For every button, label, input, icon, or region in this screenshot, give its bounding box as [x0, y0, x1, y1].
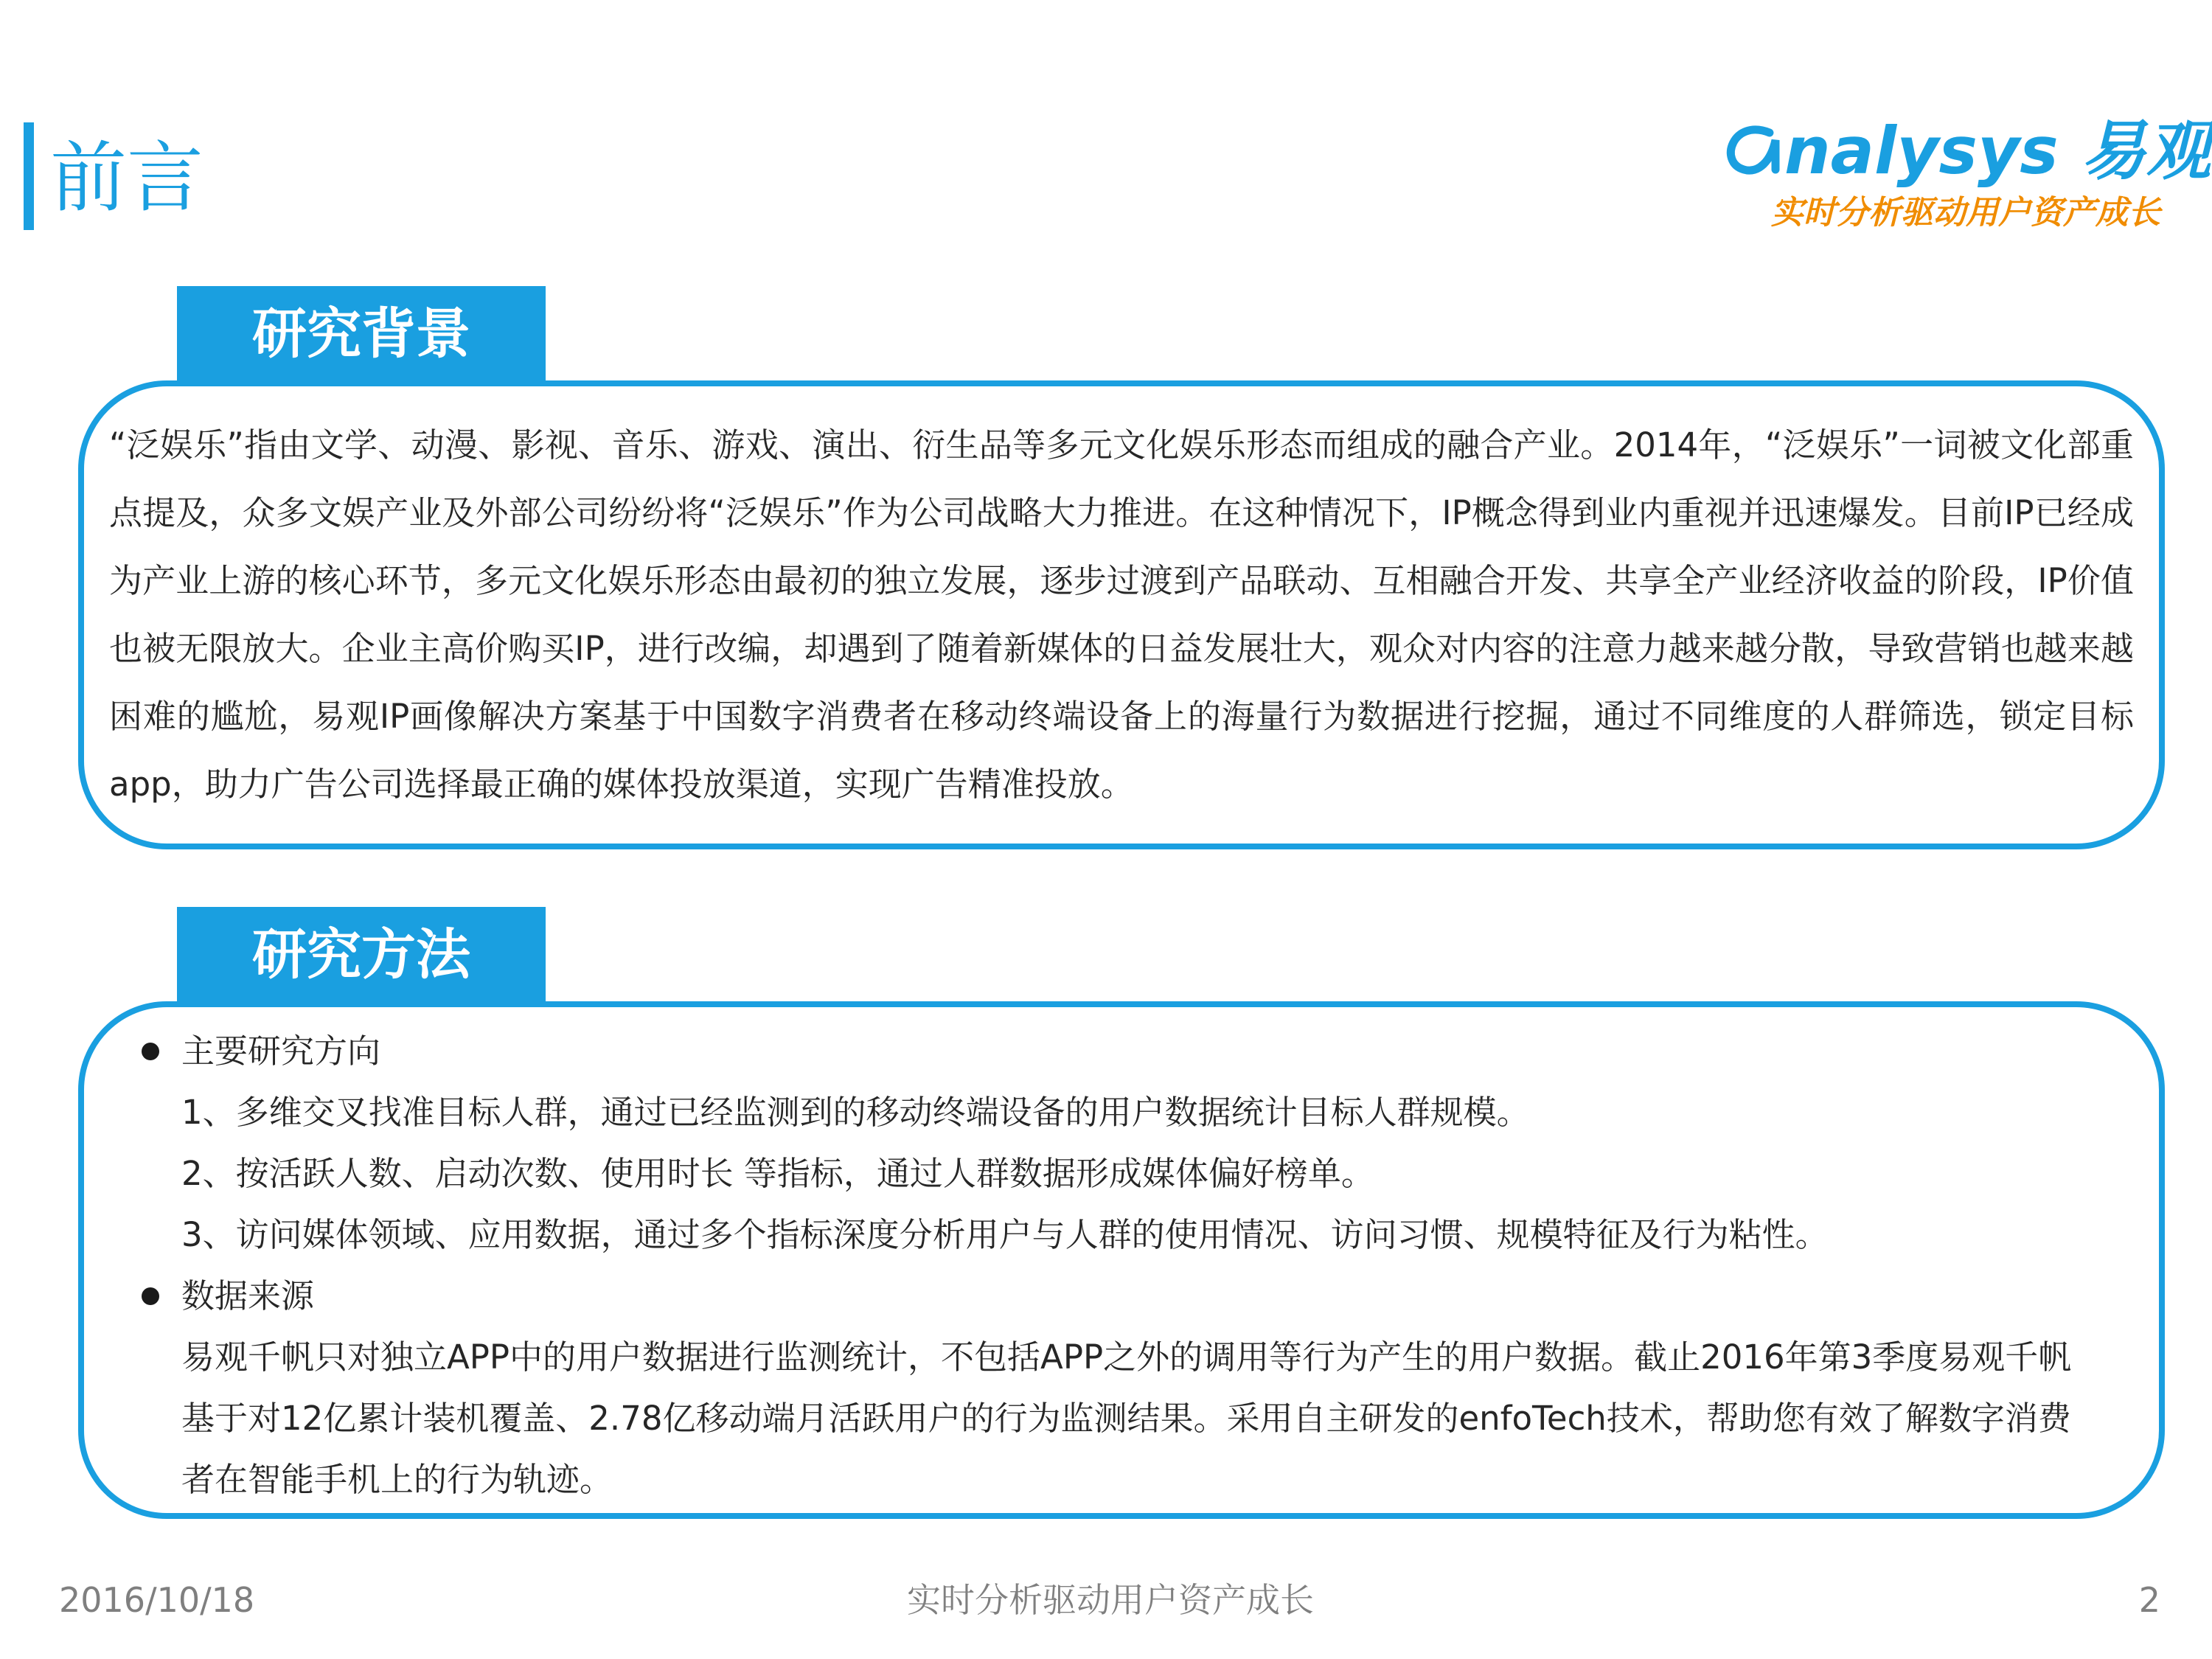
logo-a-swoosh-icon [1718, 111, 1784, 192]
logo-name: nalysys 易观 [1784, 113, 2211, 189]
footer-date: 2016/10/18 [59, 1580, 255, 1620]
page-title: 前言 [50, 133, 204, 223]
direction-title: 主要研究方向 [181, 1032, 381, 1071]
logo-wordmark [1718, 111, 2211, 192]
bullet-item-source [136, 1265, 2093, 1326]
title-accent-bar [24, 122, 34, 230]
method-box [78, 1001, 2165, 1519]
section-tab-background: 研究背景 [177, 286, 546, 382]
background-box [78, 380, 2165, 849]
bullet-icon [142, 1287, 159, 1305]
analysys-logo [1718, 111, 2211, 236]
source-text: 易观千帆只对独立APP中的用户数据进行监测统计，不包括APP之外的调用等行为产生的用户数据。截止2016年第3季度易观千帆基于对12亿累计装机覆盖、2.78亿移动端月活跃用户的行为监测结果。采用自主研发的enfoTech技术，帮助您有效了解数字消费者在智能手机上的行为轨迹。 [181, 1338, 2072, 1499]
page-number: 2 [2138, 1580, 2160, 1620]
logo-tagline: 实时分析驱动用户资产成长 [1771, 194, 2160, 232]
bullet-icon [142, 1043, 159, 1060]
footer-slogan: 实时分析驱动用户资产成长 [907, 1580, 1314, 1620]
source-title: 数据来源 [181, 1276, 315, 1315]
background-text: “泛娱乐”指由文学、动漫、影视、音乐、游戏、演出、衍生品等多元文化娱乐形态而组成的融合产业。2014年，“泛娱乐”一词被文化部重点提及，众多文娱产业及外部公司纷纷将“泛娱乐”作为公司战略大力推进。在这种情况下，IP概念得到业内重视并迅速爆发。目前IP已经成为产业上游的核心环节，多元文化娱乐形态由最初的独立发展，逐步过渡到产品联动、互相融合开发、共享全产业经济收益的阶段，IP价值也被无限放大。企业主高价购买IP，进行改编，却遇到了随着新媒体的日益发展壮大，观众对内容的注意力越来越分散，导致营销也越来越困难的尴尬，易观IP画像解决方案基于中国数字消费者在移动终端设备上的海量行为数据进行挖掘，通过不同维度的人群筛选，锁定目标app，助力广告公司选择最正确的媒体投放渠道，实现广告精准投放。 [109, 425, 2134, 804]
method-body [136, 1020, 2093, 1510]
bullet-item-direction [136, 1020, 2093, 1082]
section-tab-method: 研究方法 [177, 907, 546, 1003]
list-item: 1、多维交叉找准目标人群，通过已经监测到的移动终端设备的用户数据统计目标人群规模。 [181, 1093, 1530, 1132]
list-item: 3、访问媒体领域、应用数据，通过多个指标深度分析用户与人群的使用情况、访问习惯、规模特征及行为粘性。 [181, 1215, 1829, 1254]
list-item: 2、按活跃人数、启动次数、使用时长 等指标，通过人群数据形成媒体偏好榜单。 [181, 1154, 1374, 1193]
